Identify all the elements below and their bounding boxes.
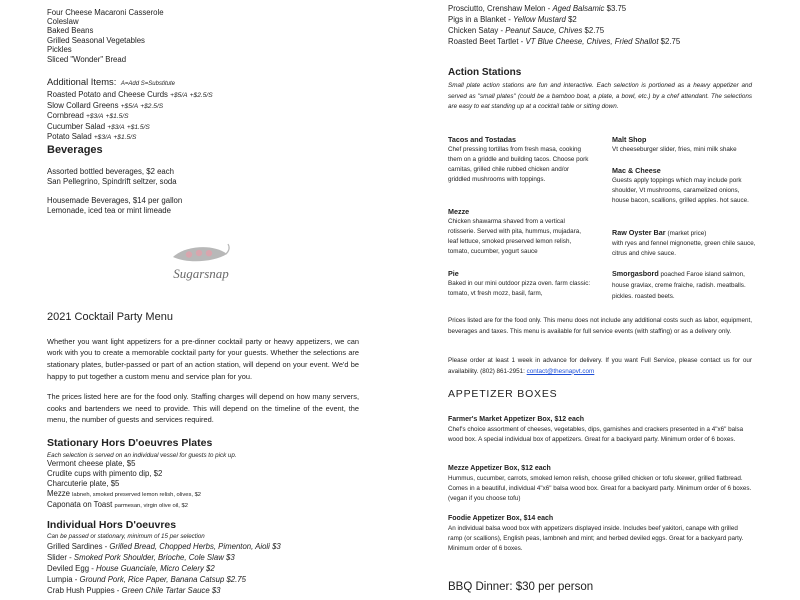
individual-item-desc: Green Chile Tartar Sauce $3 [121,586,221,595]
individual-item-name: Prosciutto, Crenshaw Melon - [448,4,551,13]
housemade-beverages-heading: Housemade Beverages, $14 per gallon [47,196,183,205]
individual-item-name: Chicken Satay - [448,26,504,35]
additional-item-name: Potato Salad [47,132,92,142]
substitute-price: +$2.5/S [189,92,213,99]
station-title: Pie [448,268,459,278]
beverages-heading: Beverages [47,144,103,156]
stationary-list [47,459,201,511]
station-desc: Baked in our mini outdoor pizza oven. farm classic: tomato, vt fresh mozz, basil, farm, [448,279,591,297]
appetizer-boxes-heading: APPETIZER BOXES [448,388,558,400]
sides-list [47,8,164,64]
list-item [448,36,680,47]
station-mac-cheese [612,165,756,206]
stationary-item-name: Mezze [47,489,70,498]
side-item: Four Cheese Macaroni Casserole [47,7,164,17]
individual-item-name: Pigs in a Blanket - [448,15,511,24]
logo-wordmark: Sugarsnap [173,266,229,281]
stationary-item-name: Crudite cups with pimento dip, $2 [47,469,163,478]
order-note-text: Please order at least 1 week in advance for delivery. If you want Full Service, please contact us for our availability. [448,357,752,375]
add-price: +$3/A [93,134,112,142]
additional-item-name: Roasted Potato and Cheese Curds [47,90,168,99]
appetizer-box-name: Mezze Appetizer Box, $12 each [448,465,551,472]
substitute-price: +$1.5/S [105,113,129,121]
list-item [448,25,680,36]
station-raw-oyster-bar [612,227,756,259]
station-title: Mac & Cheese [612,165,661,175]
substitute-price: +$1.5/S [126,123,150,131]
housemade-beverages [47,196,182,216]
individual-item-desc: Grilled Bread, Chopped Herbs, Pimenton, Aioli $3 [109,542,281,551]
add-price: +$5/A [170,92,188,99]
individual-list-continued [448,3,680,47]
station-title-line [612,227,756,239]
appetizer-box-desc: Hummus, cucumber, carrots, smoked lemon relish, choose grilled chicken or tofu skewer, grilled flatbread. Comes in a beautiful, individual 4"x6" balsa wood box. Great for a backyard party. Minimum order of 6 boxes. (vegan if you choose tofu) [448,475,752,502]
individual-item-desc: Aged Balsamic [552,4,605,13]
individual-item-desc: Peanut Sauce, Chives [505,26,583,35]
individual-item-name: Grilled Sardines - [47,542,108,551]
bbq-dinner-heading: BBQ Dinner: $30 per person [448,581,594,593]
individual-note: Can be passed or stationary, minimum of 15 per selection [47,532,205,540]
appetizer-box-desc: An individual balsa wood box with appetizers displayed inside. Includes beef yakitori, canape with grilled ramp (or scallions), English peas, lambneh and mint; and herbed deviled eggs. Great for a backyard party. Minimum order of 6 boxes. [448,525,744,552]
additional-items-legend: A=Add S=Substitute [120,81,175,87]
pea-pod-icon [168,242,234,266]
individual-item-name: Deviled Egg - [47,564,94,573]
individual-item-desc: House Guanciale, Micro Celery $2 [95,564,215,573]
additional-item-name: Cornbread [47,111,84,121]
individual-item-desc: Yellow Mustard [513,15,566,24]
add-price: +$3/A [86,113,104,121]
individual-item-price: $2 [568,15,577,24]
list-item [448,3,680,14]
sugarsnap-logo [166,242,236,290]
list-item [47,585,281,596]
order-note [448,356,752,377]
page-title: 2021 Cocktail Party Menu [47,311,173,323]
list-item [47,479,201,489]
stationary-note: Each selection is served on an individual vessel for guests to pick up. [47,451,237,459]
side-item: Sliced "Wonder" Bread [47,54,127,64]
list-item [47,574,281,585]
appetizer-box-desc: Chef's choice assortment of cheeses, vegetables, dips, garnishes and crackers presented in a 4"x6" balsa wood box. A special individual box of appetizers. Great for a backyard party. Minimum order of 6 boxes. [448,426,744,443]
additional-item-name: Cucumber Salad [47,121,106,131]
station-desc: Guests apply toppings which may include pork shoulder, Vt mushrooms, caramelized onions, house bacon, scallions, grilled apples. hot sauce. [612,176,749,204]
side-item: Baked Beans [47,26,94,36]
list-item [47,563,281,574]
action-stations-intro: Small plate action stations are fun and interactive. Each selection is portioned as a heavy appetizer and served as "small plates" (could be a bamboo boat, a plate, a bowl, etc.) by a chef attendant. The selections are easy to eat standing up at a cocktail table or sitting down. [448,82,752,110]
appetizer-box [448,415,752,445]
individual-item-name: Crab Hush Puppies - [47,586,120,595]
individual-item-price: $3.75 [606,4,627,13]
station-tacos [448,134,592,185]
additional-item [47,101,213,112]
additional-item [47,111,213,122]
action-stations-heading: Action Stations [448,67,522,78]
station-desc: with ryes and fennel mignonette, green chile sauce, citrus and chive sauce. [612,239,756,257]
intro-paragraph: Whether you want light appetizers for a pre-dinner cocktail party or heavy appetizers, we can work with you to create a memorable cocktail party for your guests. Whether the selections are stationary plates, butler-passed or part of an action station, will depend on your event. We'd be happy to put together a custom menu and service plan for you. [47,336,359,381]
individual-item-name: Lumpia - [47,575,78,584]
phone-number: (802) 861-2951: [480,367,525,375]
side-item: Pickles [47,45,72,55]
individual-list [47,541,281,596]
list-item [47,541,281,552]
station-mezze [448,206,592,257]
station-malt-shop [612,134,756,155]
individual-item-price: $2.75 [584,26,605,35]
station-desc: Vt cheeseburger slider, fries, mini milk shake [612,145,737,153]
station-title: Raw Oyster Bar [612,227,666,237]
substitute-price: +$1.5/S [113,134,137,142]
stationary-item-desc: parmesan, virgin olive oil, $2 [114,503,188,509]
stationary-heading: Stationary Hors D'oeuvres Plates [47,436,213,449]
housemade-beverages-detail: Lemonade, iced tea or mint limeade [47,206,171,215]
additional-item [47,90,213,101]
stationary-item-desc: labneh, smoked preserved lemon relish, olives, $2 [72,492,202,498]
add-price: +$5/A [120,102,139,110]
stationary-item-name: Charcuterie plate, $5 [47,479,120,488]
stationary-item-name: Caponata on Toast [47,500,113,509]
station-desc: Chicken shawarma shaved from a vertical rotisserie. Served with pita, hummus, mujadara, leaf lettuce, smoked preserved lemon relish, tomato, cucumber, yogurt sauce [448,217,581,255]
list-item [47,500,201,511]
individual-item-desc: VT Blue Cheese, Chives, Fried Shallot [525,37,659,46]
appetizer-box [448,464,752,504]
list-item [47,459,201,469]
side-item: Grilled Seasonal Vegetables [47,35,145,45]
station-price-note: (market price) [667,229,707,237]
additional-item-name: Slow Collard Greens [47,100,119,110]
list-item [448,14,680,25]
stationary-item-name: Vermont cheese plate, $5 [47,459,136,468]
prices-note: Prices listed are for the food only. This menu does not include any additional costs such as labor, equipment, beverages and taxes. This menu is available for full service events (with staffing) or as a delivery only. [448,317,752,335]
additional-items-heading [47,76,213,90]
list-item [47,552,281,563]
additional-items-title: Additional Items: [47,76,117,87]
individual-item-name: Slider - [47,553,72,562]
appetizer-box [448,514,752,554]
bottled-beverages-heading: Assorted bottled beverages, $2 each [47,167,175,176]
station-desc: Chef pressing tortillas from fresh masa, cooking them on a griddle and building tacos. Choose pork carnitas, grilled chile rubbed chicken and/or griddled mushrooms with toppings. [448,145,589,183]
list-item [47,469,201,479]
bottled-beverages [47,167,177,187]
side-item: Coleslaw [47,16,79,26]
pricing-paragraph: The prices listed here are for the food only. Staffing charges will depend on how many servers, cooks and bartenders we need to provide. This will depend on the timeline of the event, the menu, the number of guests and services required. [47,392,359,425]
station-title: Malt Shop [612,134,647,144]
contact-email-link[interactable]: contact@thesnapvt.com [526,367,595,375]
list-item [47,489,201,500]
appetizer-box-name: Farmer's Market Appetizer Box, $12 each [448,416,585,423]
station-title: Mezze [448,206,470,216]
individual-item-desc: Ground Pork, Rice Paper, Banana Catsup $2.75 [79,575,246,584]
additional-item [47,132,213,143]
add-price: +$3/A [107,123,125,131]
appetizer-box-name: Foodie Appetizer Box, $14 each [448,515,554,522]
individual-item-name: Roasted Beet Tartlet - [448,37,524,46]
individual-item-desc: Smoked Pork Shoulder, Brioche, Cole Slaw $3 [73,553,235,562]
station-desc: poached Faroe island salmon, house gravlax, creme fraiche, radish. meatballs. pickles. roasted beets. [612,270,746,301]
station-smorgasbord [612,268,756,303]
additional-items-section [47,76,213,143]
bottled-beverages-detail: San Pellegrino, Spindrift seltzer, soda [47,177,177,186]
substitute-price: +$2.5/S [140,102,164,110]
station-title: Smorgasbord [612,268,659,278]
station-title: Tacos and Tostadas [448,134,517,144]
individual-item-price: $2.75 [660,37,681,46]
additional-item [47,122,213,133]
individual-heading: Individual Hors D'oeuvres [47,518,177,531]
station-pie [448,268,592,299]
